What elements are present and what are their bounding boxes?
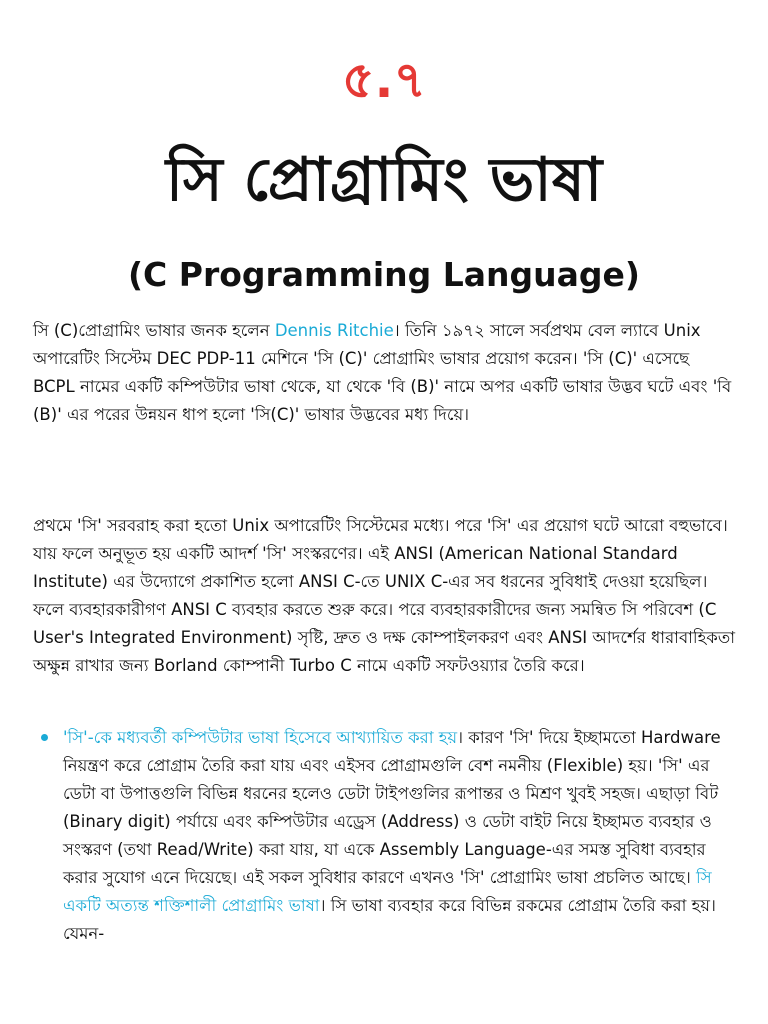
chapter-number: ৫.৭ bbox=[342, 51, 426, 109]
intro-paragraph bbox=[33, 317, 736, 429]
history-paragraph: প্রথমে 'সি' সরবরাহ করা হতো Unix অপারেটিং সিস্টেমের মধ্যে। পরে 'সি' এর প্রয়োগ ঘটে আরো বহুভাবে। যায় ফলে অনুভূত হয় একটি আদর্শ 'সি' সংস্করণের। এই ANSI (American National Standard Institute) এর উদ্যোগে প্রকাশিত হলো ANSI C-তে UNIX C-এর সব ধরনের সুবিধাই দেওয়া হয়েছিল। ফলে ব্যবহারকারীগণ ANSI C ব্যবহার করতে শুরু করে। পরে ব্যবহারকারীদের জন্য সমন্বিত সি পরিবেশ (C User's Integrated Environment) সৃষ্টি, দ্রুত ও দক্ষ কোম্পাইলকরণ এবং ANSI আদর্শের ধারাবাহিকতা অক্ষুন্ন রাখার জন্য Borland কোম্পানী Turbo C নামে একটি সফটওয়্যার তৈরি করে। bbox=[33, 516, 736, 675]
page-title-bengali: সি প্রোগ্রামিং ভাষা bbox=[165, 145, 603, 215]
bullet-text-middle: । কারণ 'সি' দিয়ে ইচ্ছামতো Hardware নিয়ন্ত্রণ করে প্রোগ্রাম তৈরি করা যায় এবং এইসব প্রোগ্রামগুলি বেশ নমনীয় (Flexible) হয়। 'সি' এর ডেটা বা উপাত্তগুলি বিভিন্ন ধরনের হলেও ডেটা টাইপগুলির রূপান্তর ও মিশ্রণ খুবই সহজ। এছাড়া বিট (Binary digit) পর্যায়ে এবং কম্পিউটার এড্রেস (Address) ও ডেটা বাইট নিয়ে ইচ্ছামত ব্যবহার ও সংস্করণ (তথা Read/Write) করা যায়, যা একে Assembly Language-এর সমস্ত সুবিধা ব্যবহার করার সুযোগ এনে দিয়েছে। এই সকল সুবিধার কারণে এখনও 'সি' প্রোগ্রামিং ভাষা প্রচলিত আছে। bbox=[63, 728, 721, 887]
intro-text-before-link: সি (C)প্রোগ্রামিং ভাষার জনক হলেন bbox=[33, 321, 275, 340]
bullet-text-after: । সি ভাষা ব্যবহার করে বিভিন্ন রকমের প্রোগ্রাম তৈরি করা হয়। যেমন- bbox=[63, 896, 716, 943]
list-item bbox=[33, 724, 736, 948]
middle-level-language-link[interactable]: 'সি'-কে মধ্যবর্তী কম্পিউটার ভাষা হিসেবে আখ্যায়িত করা হয় bbox=[63, 728, 458, 747]
intro-text-after-link: । তিনি ১৯৭২ সালে সর্বপ্রথম বেল ল্যাবে Unix অপারেটিং সিস্টেম DEC PDP-11 মেশিনে 'সি (C)' প্রোগ্রামিং ভাষার প্রয়োগ করেন। 'সি (C)' এসেছে BCPL নামের একটি কম্পিউটার ভাষা থেকে, যা থেকে 'বি (B)' নামে অপর একটি ভাষার উদ্ভব ঘটে এবং 'বি (B)' এর পরের উন্নয়ন ধাপ হলো 'সি(C)' ভাষার উদ্ভবের মধ্য দিয়ে। bbox=[33, 321, 732, 424]
powerful-language-link[interactable]: সি একটি অত্যন্ত শক্তিশালী প্রোগ্রামিং ভাষা bbox=[63, 868, 712, 915]
bullet-dot-icon bbox=[41, 734, 48, 741]
dennis-ritchie-link[interactable]: Dennis Ritchie bbox=[274, 321, 394, 340]
bullet-list bbox=[33, 724, 736, 948]
page-title-english: (C Programming Language) bbox=[127, 255, 641, 294]
